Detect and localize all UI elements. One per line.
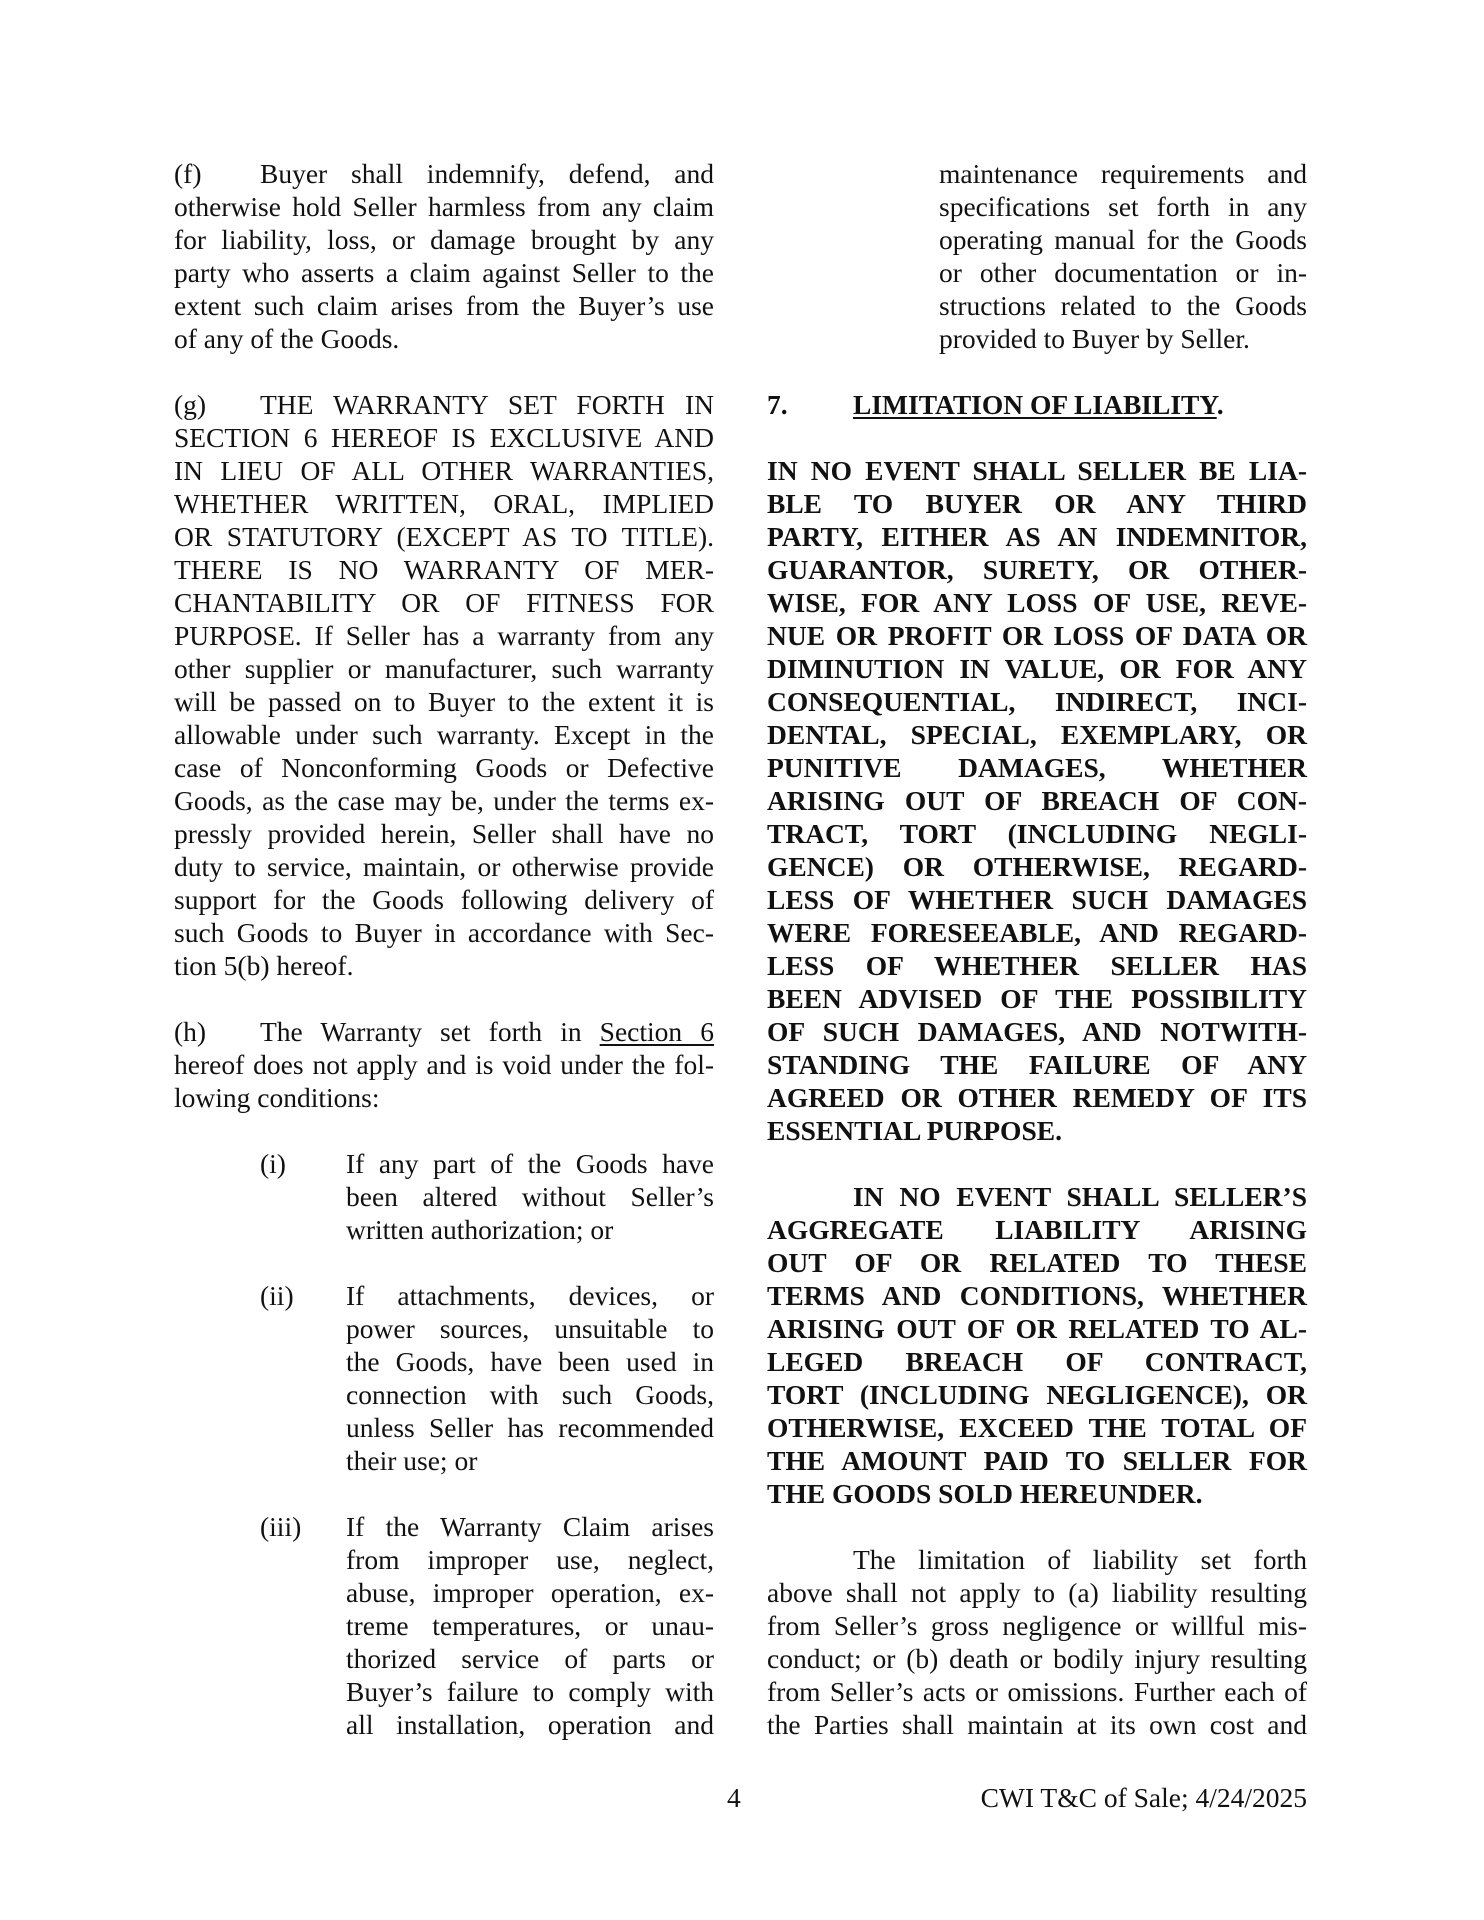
paragraph-line: DENTAL, SPECIAL, EXEMPLARY, OR: [767, 719, 1307, 750]
paragraph-line: DIMINUTION IN VALUE, OR FOR ANY: [767, 653, 1307, 684]
subparagraph-line: specifications set forth in any: [939, 191, 1307, 222]
paragraph-line: PURPOSE. If Seller has a warranty from any: [174, 620, 714, 651]
paragraph-line: TORT (INCLUDING NEGLIGENCE), OR: [767, 1379, 1307, 1410]
paragraph-line: other supplier or manufacturer, such warranty: [174, 653, 714, 684]
paragraph-line: case of Nonconforming Goods or Defective: [174, 752, 714, 783]
paragraph-line: lowing conditions:: [174, 1082, 380, 1113]
section-6-link[interactable]: Section 6: [599, 1016, 714, 1047]
subparagraph-line: or other documentation or in-: [939, 257, 1307, 288]
paragraph-marker: (f): [174, 158, 202, 189]
paragraph-line: IN NO EVENT SHALL SELLER’S: [853, 1181, 1307, 1212]
paragraph-line: OR STATUTORY (EXCEPT AS TO TITLE).: [174, 521, 714, 552]
paragraph-line: tion 5(b) hereof.: [174, 950, 354, 981]
paragraph-line: LESS OF WHETHER SELLER HAS: [767, 950, 1307, 981]
paragraph-line: BEEN ADVISED OF THE POSSIBILITY: [767, 983, 1307, 1014]
paragraph-line: ARISING OUT OF OR RELATED TO AL-: [767, 1313, 1307, 1344]
paragraph-line: PARTY, EITHER AS AN INDEMNITOR,: [767, 521, 1307, 552]
subparagraph-marker: (iii): [260, 1511, 302, 1542]
paragraph-line: conduct; or (b) death or bodily injury resulting: [767, 1643, 1307, 1674]
section-title-period: .: [1216, 389, 1224, 420]
paragraph-line: TERMS AND CONDITIONS, WHETHER: [767, 1280, 1307, 1311]
paragraph-line: GUARANTOR, SURETY, OR OTHER-: [767, 554, 1307, 585]
paragraph-line: WERE FORESEEABLE, AND REGARD-: [767, 917, 1307, 948]
subparagraph-line: power sources, unsuitable to: [346, 1313, 714, 1344]
paragraph-line: THERE IS NO WARRANTY OF MER-: [174, 554, 714, 585]
subparagraph-line: structions related to the Goods: [939, 290, 1307, 321]
paragraph-marker: (h): [174, 1016, 207, 1047]
paragraph-line: hereof does not apply and is void under the fol-: [174, 1049, 714, 1080]
paragraph-line: from Seller’s acts or omissions. Further each of: [767, 1676, 1307, 1707]
subparagraph-line: If any part of the Goods have: [346, 1148, 714, 1179]
paragraph-line: [260, 1015, 714, 1048]
subparagraph-line: their use; or: [346, 1445, 478, 1476]
paragraph-line: LESS OF WHETHER SUCH DAMAGES: [767, 884, 1307, 915]
paragraph-line: pressly provided herein, Seller shall have no: [174, 818, 714, 849]
paragraph-line: THE WARRANTY SET FORTH IN: [260, 389, 714, 420]
paragraph-line: extent such claim arises from the Buyer’s use: [174, 290, 714, 321]
subparagraph-line: written authorization; or: [346, 1214, 614, 1245]
subparagraph-line: If attachments, devices, or: [346, 1280, 714, 1311]
paragraph-line: PUNITIVE DAMAGES, WHETHER: [767, 752, 1307, 783]
paragraph-line: ESSENTIAL PURPOSE.: [767, 1115, 1062, 1146]
paragraph-line: WISE, FOR ANY LOSS OF USE, REVE-: [767, 587, 1307, 618]
paragraph-line: TRACT, TORT (INCLUDING NEGLI-: [767, 818, 1307, 849]
paragraph-line: LEGED BREACH OF CONTRACT,: [767, 1346, 1307, 1377]
paragraph-line: The limitation of liability set forth: [853, 1544, 1307, 1575]
paragraph-line: CHANTABILITY OR OF FITNESS FOR: [174, 587, 714, 618]
paragraph-line: from Seller’s gross negligence or willful mis-: [767, 1610, 1307, 1641]
subparagraph-line: from improper use, neglect,: [346, 1544, 714, 1575]
subparagraph-line: abuse, improper operation, ex-: [346, 1577, 714, 1608]
paragraph-line: THE AMOUNT PAID TO SELLER FOR: [767, 1445, 1307, 1476]
paragraph-line: WHETHER WRITTEN, ORAL, IMPLIED: [174, 488, 714, 519]
paragraph-line: BLE TO BUYER OR ANY THIRD: [767, 488, 1307, 519]
paragraph-line: ARISING OUT OF BREACH OF CON-: [767, 785, 1307, 816]
paragraph-line: OUT OF OR RELATED TO THESE: [767, 1247, 1307, 1278]
subparagraph-line: Buyer’s failure to comply with: [346, 1676, 714, 1707]
paragraph-line: duty to service, maintain, or otherwise provide: [174, 851, 714, 882]
subparagraph-line: the Goods, have been used in: [346, 1346, 714, 1377]
subparagraph-line: thorized service of parts or: [346, 1643, 714, 1674]
paragraph-line: Buyer shall indemnify, defend, and: [260, 158, 714, 189]
right-column: [767, 157, 1307, 1757]
paragraph-line: STANDING THE FAILURE OF ANY: [767, 1049, 1307, 1080]
paragraph-line: will be passed on to Buyer to the extent it is: [174, 686, 714, 717]
paragraph-line: SECTION 6 HEREOF IS EXCLUSIVE AND: [174, 422, 714, 453]
paragraph-line: IN NO EVENT SHALL SELLER BE LIA-: [767, 455, 1307, 486]
paragraph-line: CONSEQUENTIAL, INDIRECT, INCI-: [767, 686, 1307, 717]
paragraph-line: allowable under such warranty. Except in the: [174, 719, 714, 750]
subparagraph-line: operating manual for the Goods: [939, 224, 1307, 255]
subparagraph-marker: (i): [260, 1148, 286, 1179]
footer-doc-label: CWI T&C of Sale; 4/24/2025: [980, 1782, 1307, 1813]
paragraph-line: for liability, loss, or damage brought by any: [174, 224, 714, 255]
subparagraph-line: unless Seller has recommended: [346, 1412, 714, 1443]
subparagraph-line: If the Warranty Claim arises: [346, 1511, 714, 1542]
subparagraph-line: been altered without Seller’s: [346, 1181, 714, 1212]
paragraph-line: IN LIEU OF ALL OTHER WARRANTIES,: [174, 455, 714, 486]
paragraph-line: such Goods to Buyer in accordance with Sec-: [174, 917, 714, 948]
paragraph-line: Goods, as the case may be, under the terms ex-: [174, 785, 714, 816]
paragraph-line: GENCE) OR OTHERWISE, REGARD-: [767, 851, 1307, 882]
paragraph-line: OTHERWISE, EXCEED THE TOTAL OF: [767, 1412, 1307, 1443]
paragraph-line: AGGREGATE LIABILITY ARISING: [767, 1214, 1307, 1245]
paragraph-line: support for the Goods following delivery of: [174, 884, 714, 915]
section-title-text: LIMITATION OF LIABILITY: [853, 389, 1217, 420]
paragraph-line: AGREED OR OTHER REMEDY OF ITS: [767, 1082, 1307, 1113]
paragraph-line: party who asserts a claim against Seller to the: [174, 257, 714, 288]
left-column: [174, 157, 714, 1757]
subparagraph-line: maintenance requirements and: [939, 158, 1307, 189]
paragraph-line: otherwise hold Seller harmless from any claim: [174, 191, 714, 222]
paragraph-line: above shall not apply to (a) liability resulting: [767, 1577, 1307, 1608]
subparagraph-line: provided to Buyer by Seller.: [939, 323, 1250, 354]
subparagraph-line: treme temperatures, or unau-: [346, 1610, 714, 1641]
subparagraph-line: all installation, operation and: [346, 1709, 714, 1740]
paragraph-line: OF SUCH DAMAGES, AND NOTWITH-: [767, 1016, 1307, 1047]
paragraph-line: of any of the Goods.: [174, 323, 400, 354]
paragraph-line: the Parties shall maintain at its own cost and: [767, 1709, 1307, 1740]
paragraph-line: NUE OR PROFIT OR LOSS OF DATA OR: [767, 620, 1307, 651]
subparagraph-line: connection with such Goods,: [346, 1379, 714, 1410]
paragraph-line: THE GOODS SOLD HEREUNDER.: [767, 1478, 1203, 1509]
section-number: 7.: [767, 389, 788, 420]
paragraph-marker: (g): [174, 389, 207, 420]
paragraph-text: The Warranty set forth in: [260, 1016, 582, 1047]
page-number: 4: [727, 1782, 741, 1813]
section-title: [853, 388, 1224, 421]
subparagraph-marker: (ii): [260, 1280, 294, 1311]
